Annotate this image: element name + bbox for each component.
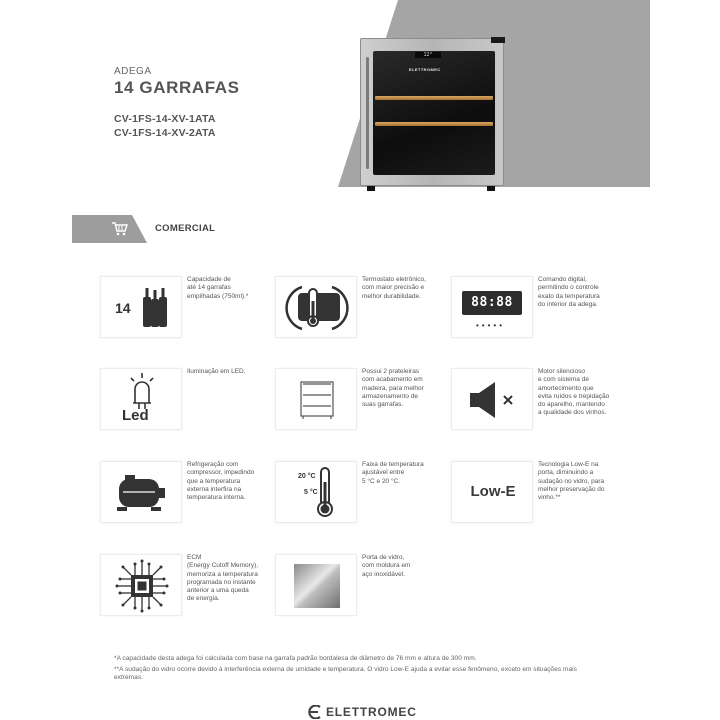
footnote: *A capacidade desta adega foi calculada com base na garrafa padrão bordalesa de diâmetro de 76 mm e altura de 300 mm. [114,655,477,662]
feature-text: Faixa de temperatura ajustável entre 5 °C e 20 °C. [362,461,424,485]
led-label: Led [122,407,149,424]
thermometer-icon [276,462,358,524]
feature-text: ECM (Energy Cutoff Memory), memoriza a temperatura programada no instante anterior a uma queda de energia. [187,554,259,603]
compressor-icon [101,462,183,524]
feature-ecm [100,554,182,616]
bottles-icon [101,277,183,339]
feature-text: Refrigeração com compressor, impedindo que a temperatura externa interfira na temperatura interna. [187,461,255,502]
feature-text: Motor silencioso e com sistema de amortecimento que evita ruídos e trepidação do aparelho, mantendo a qualidade dos vinhos. [538,368,610,417]
digital-display-icon: 88:88 [462,291,522,315]
fridge-top-cap [491,37,505,43]
mute-speaker-icon [452,369,534,431]
feature-text: Possui 2 prateleiras com acabamento em madeira, para melhor armazenamento de suas garrafas. [362,368,424,409]
feature-led [100,368,182,430]
feature-digital-control [451,276,533,338]
thermostat-icon [276,277,358,339]
fridge-handle [366,57,369,169]
fridge-brand: ELETTROMEC [409,67,441,72]
product-image [360,38,504,186]
low-e-icon: Low-E [470,483,516,500]
capacity-number: 14 [115,300,131,316]
product-title: 14 GARRAFAS [114,78,240,97]
product-category-label: ADEGA [114,66,152,77]
category-tag [72,215,147,243]
feature-text: Capacidade de até 14 garrafas empilhadas (750ml).* [187,276,249,300]
shelves-icon [276,369,358,431]
feature-temperature-range [275,461,357,523]
brand-name: ELETTROMEC [326,705,417,719]
chip-icon [101,555,183,617]
feature-text: Iluminação em LED. [187,368,246,375]
brand-logo [306,703,416,720]
fridge-shelf [375,122,493,126]
model-code: CV-1FS-14-XV-1ATA [114,113,216,125]
feature-text: Termostato eletrônico, com maior precisão e melhor durabilidade. [362,276,426,300]
feature-thermostat [275,276,357,338]
fridge-foot [367,186,375,191]
feature-silent-motor [451,368,533,430]
fridge-foot [487,186,495,191]
feature-shelves [275,368,357,430]
button-dots: ••••• [476,321,506,330]
glass-door-icon [276,555,358,617]
feature-text: Tecnologia Low-E na porta, diminuindo a sudação no vidro, para melhor preservação do vinho.** [538,461,605,502]
feature-low-e [451,461,533,523]
feature-text: Comando digital, permitindo o controle exato da temperatura do interior da adega. [538,276,600,308]
feature-glass-door [275,554,357,616]
feature-text: Porta de vidro, com moldura em aço inoxidável. [362,554,411,578]
elettromec-logo-icon [306,705,322,719]
feature-compressor [100,461,182,523]
temp-low-label: 5 °C [304,489,318,496]
fridge-shelf [375,96,493,100]
model-code: CV-1FS-14-XV-2ATA [114,127,216,139]
fridge-display: 12° [415,52,441,58]
footnote: **A sudação do vidro ocorre devido à interferência externa de umidade e temperatura. O vidro Low-E ajuda a evitar esse fenômeno, exceto em situações mais extremas. [114,666,577,682]
temp-high-label: 20 °C [298,473,316,480]
feature-capacity [100,276,182,338]
category-label: COMERCIAL [155,223,216,234]
cart-icon [112,222,128,236]
